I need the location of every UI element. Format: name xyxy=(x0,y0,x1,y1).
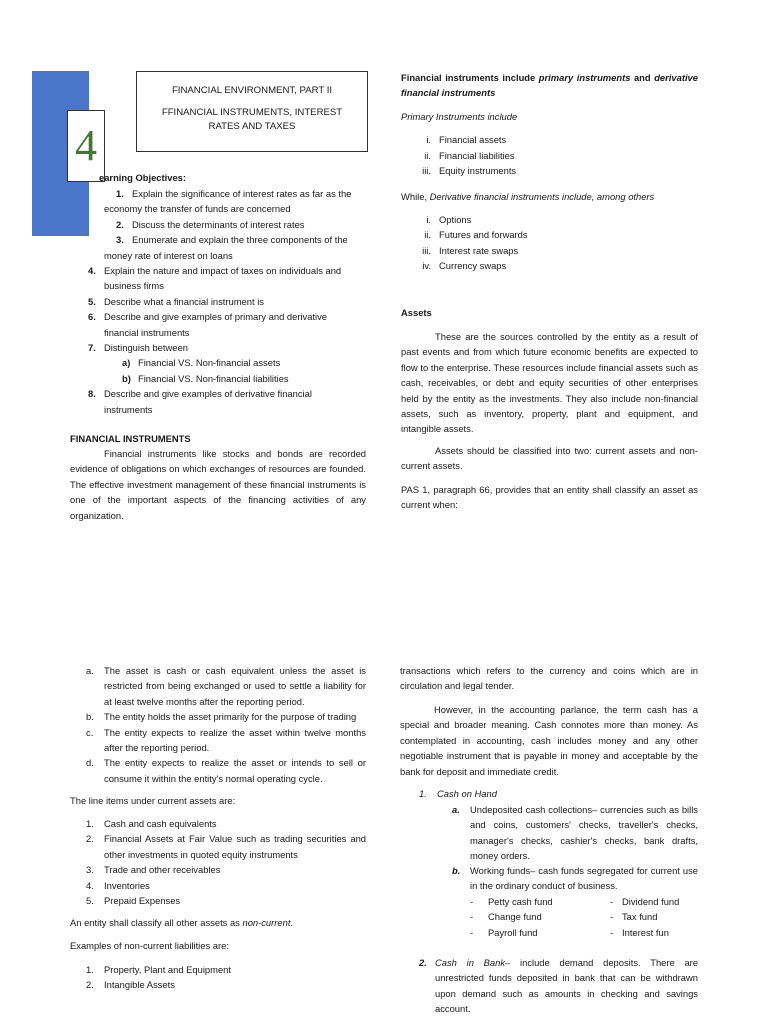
objective-row: economy the transfer of funds are concerned xyxy=(104,203,291,215)
objectives-list xyxy=(68,186,366,417)
chapter-title-line2: FFINANCIAL INSTRUMENTS, INTEREST RATES AND TAXES xyxy=(161,107,343,132)
derivative-list xyxy=(401,212,698,274)
list-item: iii. Interest rate swaps xyxy=(422,244,519,256)
assets-heading: Assets xyxy=(401,307,432,318)
objectives-heading: earning Objectives: xyxy=(99,172,187,183)
objective-row: 3. Enumerate and explain the three components of the xyxy=(116,234,348,246)
fin-instruments-heading: FINANCIAL INSTRUMENTS xyxy=(70,433,191,444)
examples-list xyxy=(86,962,366,993)
objective-row: instruments xyxy=(104,403,153,415)
objective-row: 1. Explain the significance of interest rates as far as the xyxy=(116,188,352,199)
list-item: ii. Financial liabilities xyxy=(424,149,515,161)
funds-list-right xyxy=(610,894,679,940)
objective-row: 6. Describe and give examples of primary and derivative xyxy=(88,311,328,323)
funds-list-left xyxy=(470,894,553,940)
objective-row: a) Financial VS. Non-financial assets xyxy=(122,357,281,369)
objective-row: 4. Explain the nature and impact of taxes on individuals and xyxy=(88,265,342,277)
assets-paragraph-2: Assets should be classified into two: current assets and non-current assets. xyxy=(401,445,698,472)
objective-row: 2. Discuss the determinants of interest rates xyxy=(116,218,305,230)
fi-intro: Financial instruments include primary instruments and derivative financial instruments xyxy=(401,72,698,98)
list-item: 1. Property, Plant and Equipment xyxy=(86,964,231,975)
current-conditions-list xyxy=(86,663,366,786)
chapter-title-box xyxy=(136,71,368,152)
list-item: ii. Futures and forwards xyxy=(424,229,528,241)
list-item: - Petty cash fund xyxy=(470,896,553,907)
objective-row: 7. Distinguish between xyxy=(88,342,188,354)
undeposited-item: a. Undeposited cash collections– currencies such as bills and coins, customers' checks, traveller's checks, manager's checks, cashier's checks, bank drafts, money orders. xyxy=(452,804,698,862)
list-item: iv. Currency swaps xyxy=(422,260,507,272)
list-item: 2. Financial Assets at Fair Value such as trading securities and other investments in quoted equity instruments xyxy=(86,833,366,860)
cash-on-hand-heading: 1. Cash on Hand xyxy=(419,788,497,799)
list-item: 4. Inventories xyxy=(86,879,150,891)
list-item: b. The entity holds the asset primarily for the purpose of trading xyxy=(86,711,357,723)
list-item: i. Options xyxy=(426,214,472,226)
noncurrent-sentence: An entity shall classify all other assets as non-current. xyxy=(70,917,294,928)
cash-paragraph-2: However, in the accounting parlance, the term cash has a special and broader meaning. Cash connotes more than money. As contemplated in accounting, cash includes money and any other negotiable instrument that is payable in money and acceptable by the bank for deposit and immediate credit. xyxy=(400,704,698,777)
right-column-top xyxy=(401,70,698,274)
examples-intro: Examples of non-current liabilities are: xyxy=(70,940,229,951)
list-item: 3. Trade and other receivables xyxy=(86,864,221,876)
line-items-intro: The line items under current assets are: xyxy=(70,795,236,806)
objective-row: 5. Describe what a financial instrument is xyxy=(88,295,264,307)
list-item: a. The asset is cash or cash equivalent unless the asset is restricted from being exchanged or used to settle a liability for at least twelve months after the reporting period. xyxy=(86,665,366,707)
list-item: 2. Intangible Assets xyxy=(86,979,175,991)
list-item: - Dividend fund xyxy=(610,896,680,907)
working-funds-item: b. Working funds– cash funds segregated for current use in the ordinary conduct of business. xyxy=(452,865,698,892)
list-item: 1. Cash and cash equivalents xyxy=(86,818,217,829)
cash-in-bank-item: 2. Cash in Bank– include demand deposits. There are unrestricted funds deposited in bank that can be withdrawn upon demand such as amounts in checking and savings account. xyxy=(419,957,699,1015)
list-item: c. The entity expects to realize the asset within twelve months after the reporting period. xyxy=(86,726,366,754)
chapter-title-line1: FINANCIAL ENVIRONMENT, PART II xyxy=(171,85,333,96)
list-item: - Tax fund xyxy=(610,911,658,923)
objective-row: business firms xyxy=(104,280,164,292)
line-items-list xyxy=(86,816,366,908)
pas-paragraph: PAS 1, paragraph 66, provides that an entity shall classify an asset as current when: xyxy=(401,484,698,511)
objective-row: money rate of interest on loans xyxy=(104,249,233,261)
list-item: d. The entity expects to realize the asset or intends to sell or consume it within the entity's normal operating cycle. xyxy=(86,757,366,784)
derivative-intro: While, Derivative financial instruments include, among others xyxy=(401,190,655,202)
list-item: 5. Prepaid Expenses xyxy=(86,895,181,907)
list-item: - Payroll fund xyxy=(470,926,538,938)
objective-row: b) Financial VS. Non-financial liabilities xyxy=(122,372,289,384)
primary-list xyxy=(401,132,698,178)
list-item: - Change fund xyxy=(470,911,542,923)
objective-row: financial instruments xyxy=(104,326,190,338)
fin-instruments-paragraph: Financial instruments like stocks and bonds are recorded evidence of obligations on which exchanges of resources are founded. The effective investment management of these financial instruments is one of the important aspects of the financing activities of any organization. xyxy=(70,448,366,521)
list-item: i. Financial assets xyxy=(426,134,507,146)
chapter-number: 4 xyxy=(67,110,105,182)
cash-paragraph-1: transactions which refers to the currency and coins which are in circulation and legal tender. xyxy=(400,665,698,692)
list-item: iii. Equity instruments xyxy=(422,165,517,177)
primary-label: Primary Instruments include xyxy=(401,111,518,122)
list-item: - Interest fun xyxy=(610,926,669,938)
objective-row: 8. Describe and give examples of derivative financial xyxy=(88,388,312,400)
assets-paragraph-1: These are the sources controlled by the entity as a result of past events and from which future economic benefits are expected to flow to the enterprise. These resources include financial assets such as cash, receivables, or debt and equity securities of other enterprises held by the entity as the investments. They also include non-financial assets, such as inventory, property, plant and equipment, and intangible assets. xyxy=(401,331,698,435)
